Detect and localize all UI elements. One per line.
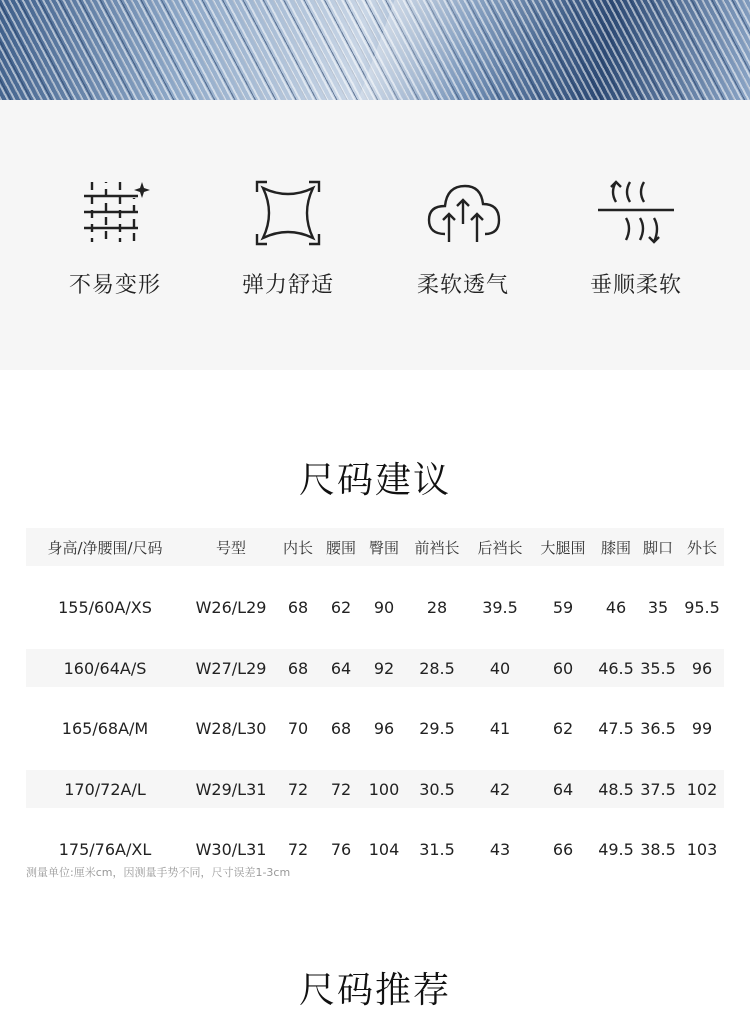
table-cell: 62 — [552, 719, 574, 738]
table-cell: 99 — [691, 719, 713, 738]
table-cell: 41 — [489, 719, 511, 738]
feature-item-drape — [561, 178, 711, 299]
table-cell: 48.5 — [596, 770, 636, 808]
column-header: 外长 — [680, 528, 724, 566]
size-recommend-title: 尺码推荐 — [298, 970, 451, 1011]
table-cell: 42 — [470, 770, 530, 808]
table-cell: 160/64A/S — [26, 649, 184, 687]
column-header: 脚口 — [636, 528, 680, 566]
feature-label: 垂顺柔软 — [589, 273, 682, 298]
table-cell: 38.5 — [640, 840, 676, 859]
woven-fabric-icon — [80, 178, 150, 248]
table-cell: 28.5 — [404, 649, 470, 687]
table-cell: 64 — [318, 649, 364, 687]
table-cell: 37.5 — [636, 770, 680, 808]
table-cell: 66 — [552, 840, 574, 859]
table-cell: 30.5 — [404, 770, 470, 808]
table-cell: 155/60A/XS — [58, 598, 152, 617]
table-cell: 102 — [680, 770, 724, 808]
table-cell: 68 — [287, 598, 309, 617]
table-cell: 35.5 — [636, 649, 680, 687]
feature-strip — [0, 100, 750, 370]
size-table — [26, 528, 724, 876]
table-cell: 64 — [530, 770, 596, 808]
table-cell: 68 — [330, 719, 352, 738]
feature-item-stretch — [213, 178, 363, 299]
size-table-header-row — [26, 528, 724, 566]
table-cell: 70 — [287, 719, 309, 738]
column-header: 内长 — [278, 528, 318, 566]
table-cell: 46 — [605, 598, 627, 617]
table-cell: W30/L31 — [195, 840, 267, 859]
table-cell: 100 — [364, 770, 404, 808]
cloud-airflow-icon — [423, 178, 503, 248]
table-cell: 175/76A/XL — [58, 840, 152, 859]
column-header: 身高/净腰围/尺码 — [26, 528, 184, 566]
table-cell: 68 — [278, 649, 318, 687]
column-header: 前裆长 — [404, 528, 470, 566]
column-header: 腰围 — [318, 528, 364, 566]
table-cell: 47.5 — [598, 719, 634, 738]
table-row — [26, 770, 724, 808]
table-cell: 104 — [368, 840, 400, 859]
table-cell: 95.5 — [684, 598, 720, 617]
table-cell: 35 — [647, 598, 669, 617]
table-cell: 40 — [470, 649, 530, 687]
feature-label: 柔软透气 — [416, 273, 509, 298]
table-cell: 39.5 — [482, 598, 518, 617]
table-cell: 36.5 — [640, 719, 676, 738]
table-cell: 60 — [530, 649, 596, 687]
table-cell: 72 — [278, 770, 318, 808]
table-cell: 43 — [489, 840, 511, 859]
column-header: 大腿围 — [530, 528, 596, 566]
table-cell: 92 — [364, 649, 404, 687]
table-cell: 59 — [552, 598, 574, 617]
table-cell: 28 — [426, 598, 448, 617]
denim-fold-highlight — [351, 0, 669, 100]
column-header: 后裆长 — [470, 528, 530, 566]
feature-label: 弹力舒适 — [241, 273, 334, 298]
table-cell: W26/L29 — [195, 598, 267, 617]
column-header: 臀围 — [364, 528, 404, 566]
table-row — [26, 702, 724, 755]
table-cell: 62 — [330, 598, 352, 617]
table-cell: 31.5 — [419, 840, 455, 859]
table-cell: 76 — [330, 840, 352, 859]
denim-fabric-banner — [0, 0, 750, 100]
size-suggestion-title: 尺码建议 — [298, 460, 451, 501]
table-cell: 90 — [373, 598, 395, 617]
table-cell: W29/L31 — [184, 770, 278, 808]
table-cell: 49.5 — [598, 840, 634, 859]
table-cell: W27/L29 — [184, 649, 278, 687]
table-cell: 29.5 — [419, 719, 455, 738]
table-cell: 72 — [318, 770, 364, 808]
stretch-square-icon — [253, 178, 323, 248]
column-header: 号型 — [184, 528, 278, 566]
table-cell: 170/72A/L — [26, 770, 184, 808]
table-cell: 96 — [373, 719, 395, 738]
drape-waves-icon — [596, 178, 676, 248]
table-cell: 103 — [686, 840, 718, 859]
feature-item-breathable — [388, 178, 538, 299]
feature-label: 不易变形 — [68, 273, 161, 298]
feature-item-shape-retention — [40, 178, 190, 299]
measurement-note: 测量单位:厘米cm，因测量手势不同，尺寸误差1-3cm — [26, 866, 291, 879]
table-cell: 165/68A/M — [61, 719, 149, 738]
table-cell: 72 — [287, 840, 309, 859]
table-cell: W28/L30 — [195, 719, 267, 738]
column-header: 膝围 — [596, 528, 636, 566]
table-cell: 96 — [680, 649, 724, 687]
table-row — [26, 649, 724, 687]
table-cell: 46.5 — [596, 649, 636, 687]
table-row — [26, 581, 724, 634]
